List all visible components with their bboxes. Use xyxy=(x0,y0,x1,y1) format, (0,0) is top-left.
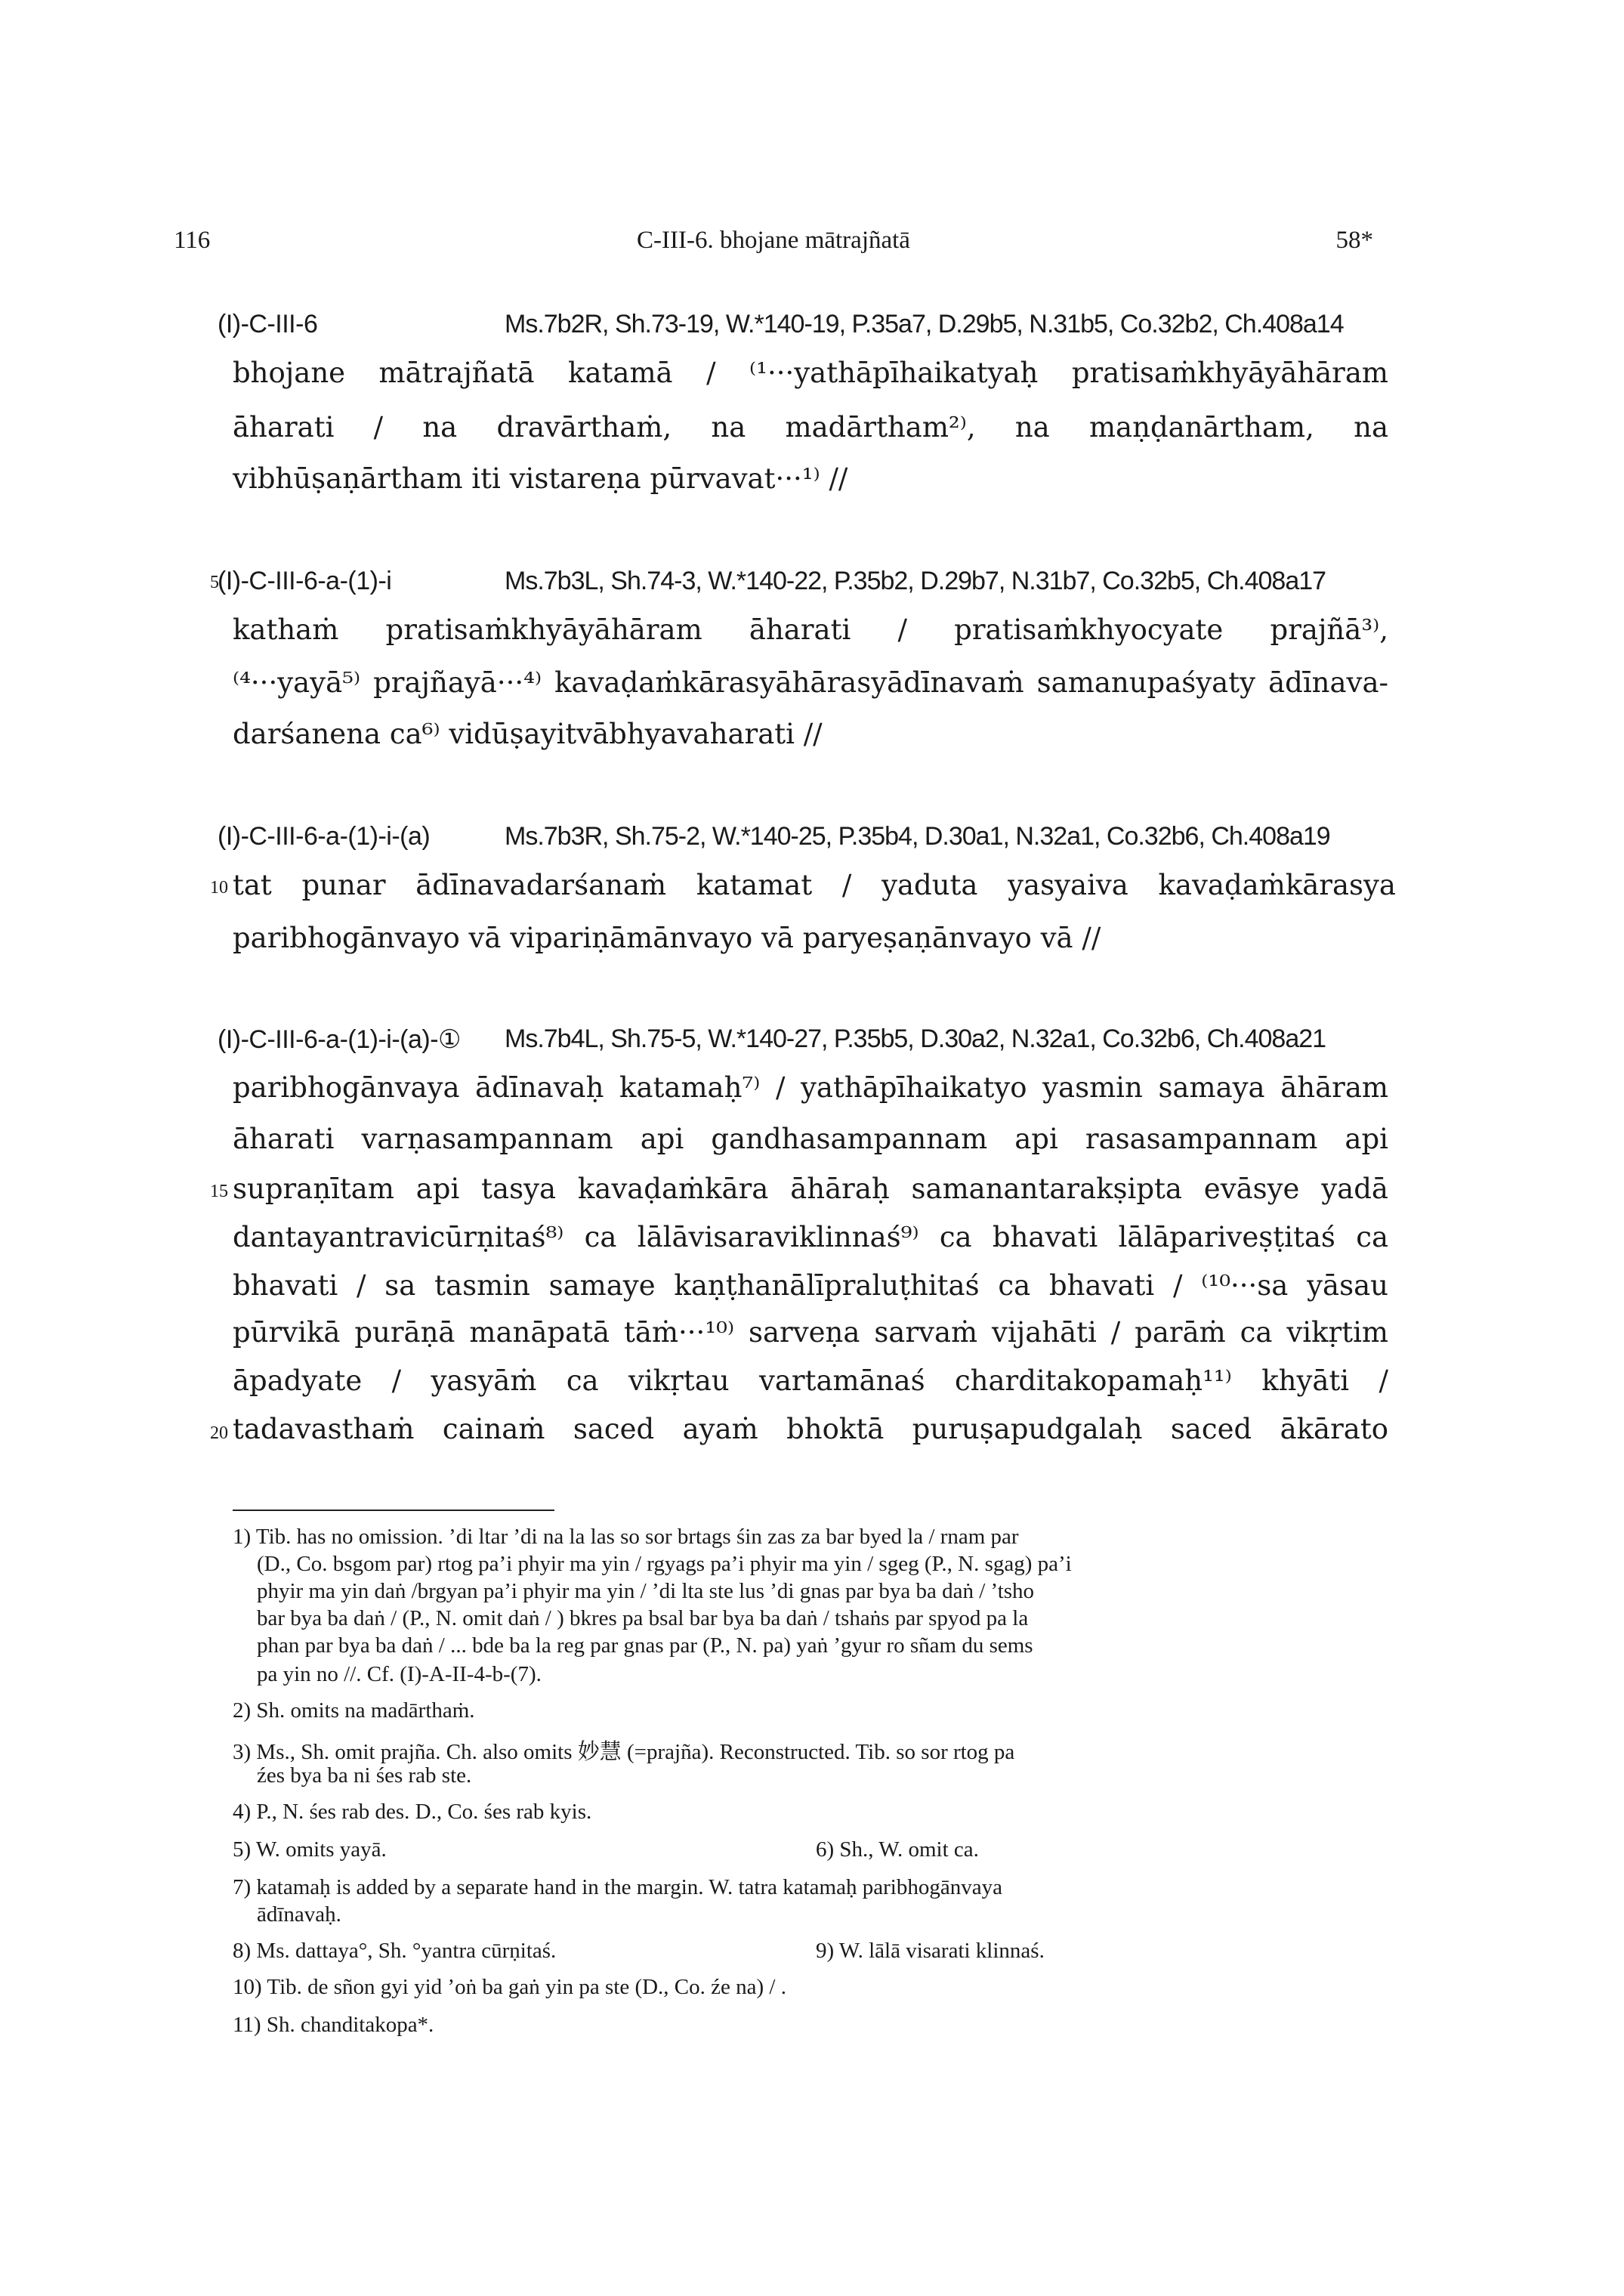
text-line: āharati / na dravārthaṁ, na madārtham²⁾, na maṇḍanārtham, na xyxy=(233,411,1388,443)
text-line: tat punar ādīnavadarśanaṁ katamat / yaduta yasyaiva kavaḍaṁkārasya xyxy=(233,869,1396,901)
running-title: C-III-6. bhojane mātrajñatā xyxy=(637,227,910,254)
text-line: bhojane mātrajñatā katamā / ⁽¹···yathāpīhaikatyaḥ pratisaṁkhyāyāhāram xyxy=(233,357,1388,389)
line-number: 20 xyxy=(210,1423,228,1443)
footnote: 6) Sh., W. omit ca. xyxy=(816,1837,979,1862)
text-line: darśanena ca⁶⁾ vidūṣayitvābhyavaharati // xyxy=(233,718,823,750)
text-line: āpadyate / yasyāṁ ca vikṛtau vartamānaś charditakopamaḥ¹¹⁾ khyāti / xyxy=(233,1364,1388,1397)
text-line: kathaṁ pratisaṁkhyāyāhāram āharati / pratisaṁkhyocyate prajñā³⁾, xyxy=(233,613,1388,646)
footnote: 9) W. lālā visarati klinnaś. xyxy=(816,1939,1045,1963)
section-reference: Ms.7b2R, Sh.73-19, W.*140-19, P.35a7, D.29b5, N.31b5, Co.32b2, Ch.408a14 xyxy=(505,310,1344,338)
footnote: 8) Ms. dattaya°, Sh. °yantra cūrṇitaś. xyxy=(233,1939,557,1963)
footnote-rule xyxy=(233,1510,554,1511)
footnote-continuation: źes bya ba ni śes rab ste. xyxy=(257,1763,472,1788)
footnote-continuation: phyir ma yin daṅ /brgyan pa’i phyir ma yin / ’di lta ste lus ’di gnas par bya ba daṅ / ’tsho xyxy=(257,1579,1035,1603)
page-number: 116 xyxy=(174,227,211,254)
section-reference: Ms.7b4L, Sh.75-5, W.*140-27, P.35b5, D.30a2, N.32a1, Co.32b6, Ch.408a21 xyxy=(505,1024,1326,1053)
footnote: 5) W. omits yayā. xyxy=(233,1837,387,1862)
text-line: paribhogānvayo vā vipariṇāmānvayo vā paryeṣaṇānvayo vā // xyxy=(233,922,1101,954)
text-line: bhavati / sa tasmin samaye kaṇṭhanālīpraluṭhitaś ca bhavati / ⁽¹⁰···sa yāsau xyxy=(233,1269,1388,1302)
footnote: 3) Ms., Sh. omit prajña. Ch. also omits 妙慧 (=prajña). Reconstructed. Tib. so sor rtog pa xyxy=(233,1740,1015,1764)
section-reference: Ms.7b3R, Sh.75-2, W.*140-25, P.35b4, D.30a1, N.32a1, Co.32b6, Ch.408a19 xyxy=(505,822,1330,851)
text-line: ⁽⁴···yayā⁵⁾ prajñayā···⁴⁾ kavaḍaṁkārasyāhārasyādīnavaṁ samanupaśyaty ādīnava- xyxy=(233,666,1388,699)
text-line: dantayantravicūrṇitaś⁸⁾ ca lālāvisaraviklinnaś⁹⁾ ca bhavati lālāpariveṣṭitaś ca xyxy=(233,1221,1388,1253)
footnote-continuation: ādīnavaḥ. xyxy=(257,1902,341,1927)
footnote: 11) Sh. chanditakopa*. xyxy=(233,2013,434,2037)
text-line: supraṇītam api tasya kavaḍaṁkāra āhāraḥ samanantarakṣipta evāsye yadā xyxy=(233,1173,1388,1205)
section-label: (I)-C-III-6-a-(1)-i-(a)-① xyxy=(218,1025,462,1054)
footnote: 7) katamaḥ is added by a separate hand in the margin. W. tatra katamaḥ paribhogānvaya xyxy=(233,1875,1002,1899)
footnote-continuation: phan par bya ba daṅ / ... bde ba la reg par gnas par (P., N. pa) yaṅ ’gyur ro sñam du sems xyxy=(257,1633,1033,1658)
footnote-continuation: (D., Co. bsgom par) rtog pa’i phyir ma yin / rgyags pa’i phyir ma yin / sgeg (P., N. sgag) pa’i xyxy=(257,1552,1072,1576)
running-header xyxy=(174,227,1373,272)
folio-number: 58* xyxy=(1335,227,1373,254)
text-line: vibhūṣaṇārtham iti vistareṇa pūrvavat···¹⁾ // xyxy=(233,462,848,495)
text-line: paribhogānvaya ādīnavaḥ katamaḥ⁷⁾ / yathāpīhaikatyo yasmin samaya āhāram xyxy=(233,1071,1388,1104)
line-number: 15 xyxy=(210,1182,228,1201)
text-line: āharati varṇasampannam api gandhasampannam api rasasampannam api xyxy=(233,1123,1388,1155)
text-line: tadavasthaṁ cainaṁ saced ayaṁ bhoktā puruṣapudgalaḥ saced ākārato xyxy=(233,1413,1388,1445)
footnote: 2) Sh. omits na madārthaṁ. xyxy=(233,1698,475,1723)
section-label: (I)-C-III-6 xyxy=(218,310,318,338)
section-label: (I)-C-III-6-a-(1)-i-(a) xyxy=(218,822,431,851)
line-number: 10 xyxy=(210,878,228,898)
footnote-continuation: pa yin no //. Cf. (I)-A-II-4-b-(7). xyxy=(257,1662,542,1686)
footnote: 1) Tib. has no omission. ’di ltar ’di na la las so sor brtags śin zas za bar byed la / rnam par xyxy=(233,1525,1019,1549)
section-reference: Ms.7b3L, Sh.74-3, W.*140-22, P.35b2, D.29b7, N.31b7, Co.32b5, Ch.408a17 xyxy=(505,567,1326,595)
footnote: 4) P., N. śes rab des. D., Co. śes rab kyis. xyxy=(233,1800,592,1824)
text-line: pūrvikā purāṇā manāpatā tāṁ···¹⁰⁾ sarveṇa sarvaṁ vijahāti / parāṁ ca vikṛtim xyxy=(233,1316,1388,1349)
section-label: (I)-C-III-6-a-(1)-i xyxy=(218,567,392,595)
line-number: 5 xyxy=(210,573,219,592)
footnote-continuation: bar bya ba daṅ / (P., N. omit daṅ / ) bkres pa bsal bar bya ba daṅ / tshaṅs par spyod pa la xyxy=(257,1606,1029,1630)
footnote: 10) Tib. de sñon gyi yid ’oṅ ba gaṅ yin pa ste (D., Co. źe na) / . xyxy=(233,1975,786,1999)
